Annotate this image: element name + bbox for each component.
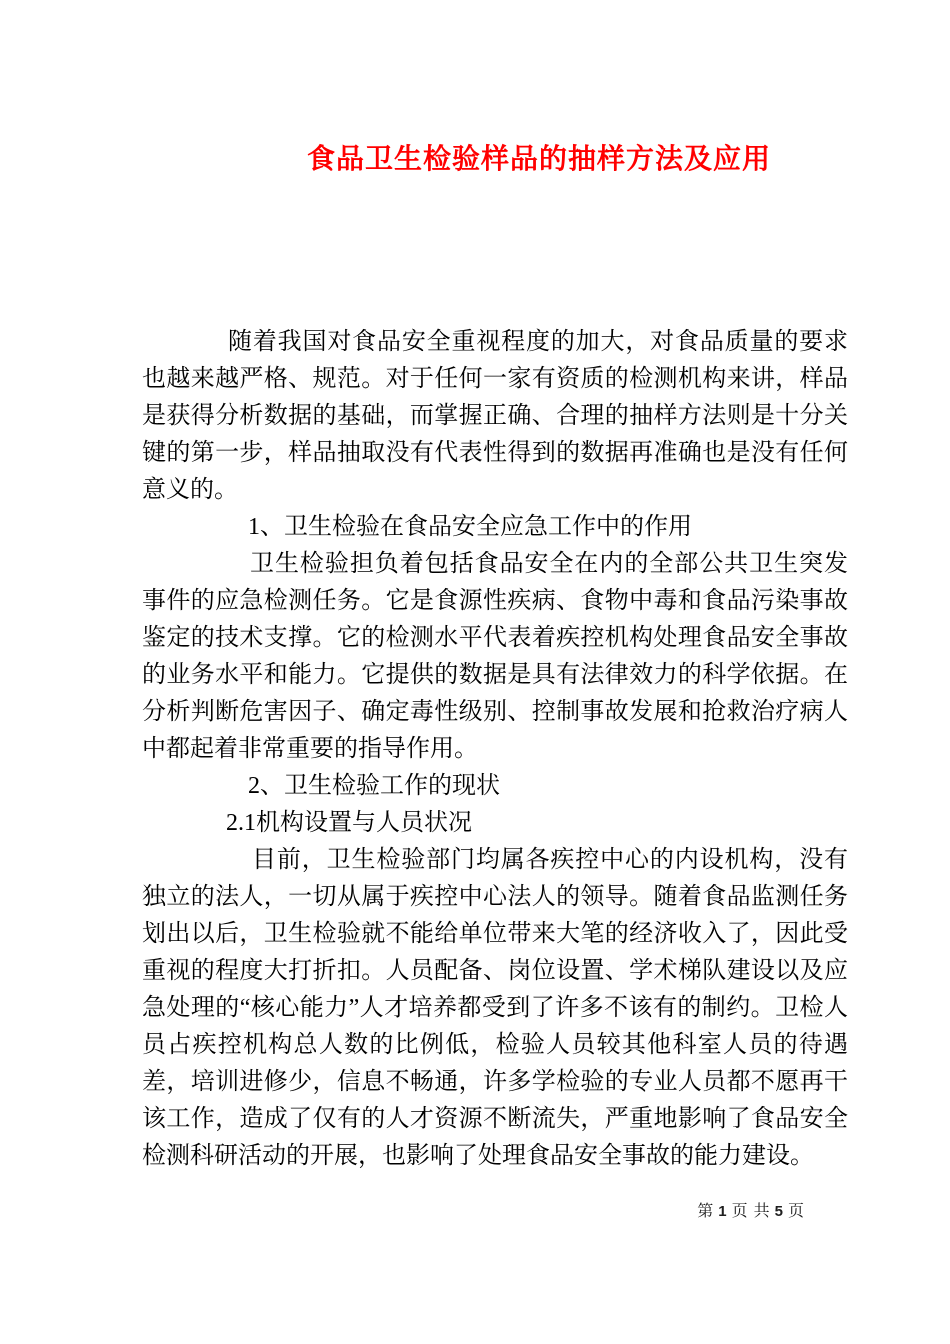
footer-suffix-label: 页 [787, 1203, 805, 1220]
paragraph-intro: 随着我国对食品安全重视程度的加大，对食品质量的要求也越来越严格、规范。对于任何一家有资质的检测机构来讲，样品是获得分析数据的基础，而掌握正确、合理的抽样方法则是十分关键的第一步，样品抽取没有代表性得到的数据再准确也是没有任何意义的。 [142, 329, 848, 503]
section-heading-2-1: 2.1机构设置与人员状况 [226, 810, 472, 836]
paragraph-section-2-1: 目前，卫生检验部门均属各疾控中心的内设机构，没有独立的法人，一切从属于疾控中心法人的领导。随着食品监测任务划出以后，卫生检验就不能给单位带来大笔的经济收入了，因此受重视的程度大打折扣。人员配备、岗位设置、学术梯队建设以及应急处理的“核心能力”人才培养都受到了许多不该有的制约。卫检人员占疾控机构总人数的比例低，检验人员较其他科室人员的待遇差，培训进修少，信息不畅通，许多学检验的专业人员都不愿再干该工作，造成了仅有的人才资源不断流失，严重地影响了食品安全检测科研活动的开展，也影响了处理食品安全事故的能力建设。 [142, 847, 848, 1169]
page-footer [697, 1201, 805, 1223]
paragraph-section-1: 卫生检验担负着包括食品安全在内的全部公共卫生突发事件的应急检测任务。它是食源性疾病、食物中毒和食品污染事故鉴定的技术支撑。它的检测水平代表着疾控机构处理食品安全事故的业务水平和能力。它提供的数据是具有法律效力的科学依据。在分析判断危害因子、确定毒性级别、控制事故发展和抢救治疗病人中都起着非常重要的指导作用。 [142, 551, 848, 762]
footer-total-pages-number: 5 [774, 1203, 784, 1220]
footer-current-page-number: 1 [718, 1203, 728, 1220]
section-heading-2: 2、卫生检验工作的现状 [248, 773, 500, 799]
section-heading-1: 1、卫生检验在食品安全应急工作中的作用 [248, 514, 692, 540]
footer-middle-label: 页 共 [731, 1203, 771, 1220]
footer-prefix-label: 第 [697, 1203, 715, 1220]
document-body [142, 324, 848, 1175]
page-title: 食品卫生检验样品的抽样方法及应用 [306, 144, 771, 175]
